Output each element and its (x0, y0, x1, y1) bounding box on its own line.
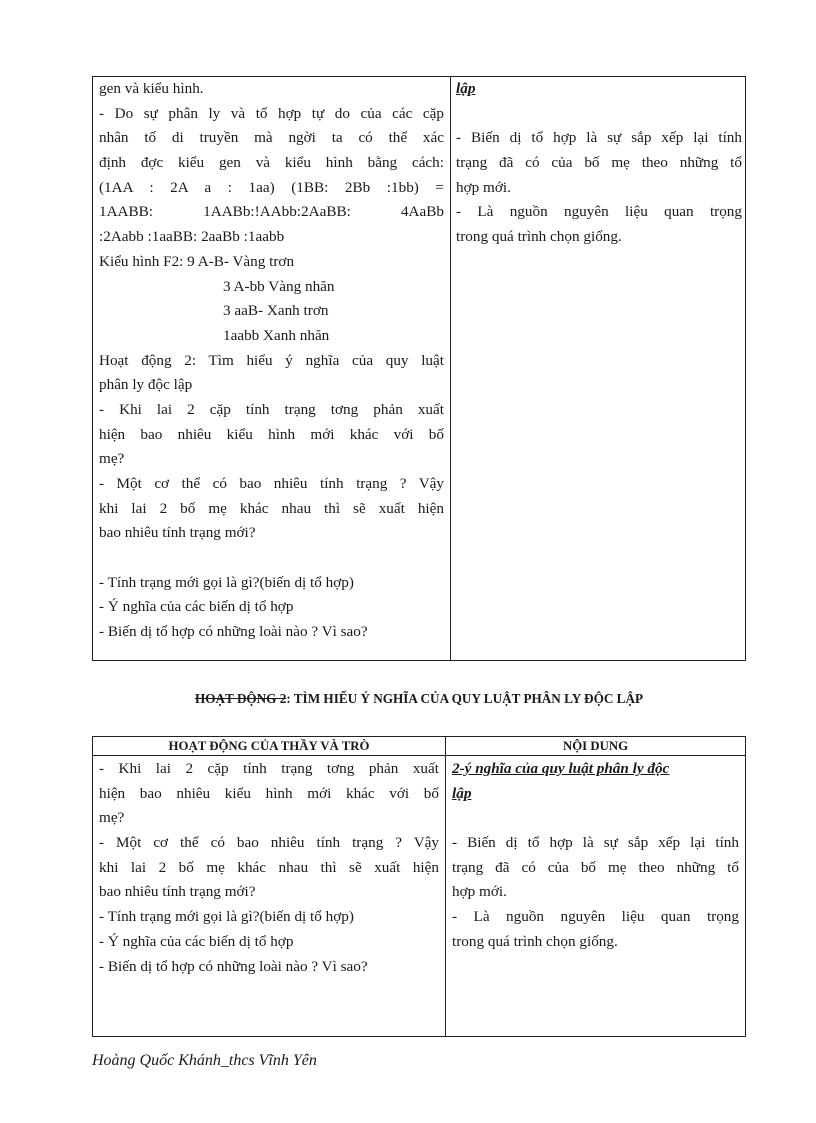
text-line: khi lai 2 bố mẹ khác nhau thì sẽ xuất hiện (99, 499, 444, 517)
teacher-student-activity-column (99, 77, 444, 645)
text-line: 3 aaB- Xanh trơn (223, 302, 329, 320)
text-line: 1aabb Xanh nhăn (223, 326, 330, 344)
content-heading: 2-ý nghĩa của quy luật phân ly độc (452, 760, 670, 777)
text-line: hiện bao nhiêu kiểu hình mới khác với bố (99, 425, 444, 443)
text-line: hợp mới. (456, 178, 511, 196)
text-line: - Một cơ thể có bao nhiêu tính trạng ? Vậy (99, 834, 439, 852)
text-line: nhân tố di truyền mà ngời ta có thể xác (99, 129, 444, 147)
text-line: mẹ? (99, 450, 125, 468)
text-line: - Biến dị tổ hợp là sự sắp xếp lại tính (452, 834, 739, 852)
column-divider (445, 737, 446, 1036)
lesson-activity-table (92, 736, 746, 1037)
text-line: - Là nguồn nguyên liệu quan trọng (452, 908, 739, 926)
text-line: - Khi lai 2 cặp tính trạng tơng phản xuất (99, 760, 439, 777)
text-line: định đợc kiểu gen và kiểu hình bằng cách: (99, 154, 444, 172)
text-line: - Ý nghĩa của các biến dị tổ hợp (99, 598, 294, 616)
text-line: 3 A-bb Vàng nhăn (223, 277, 335, 295)
text-line: hợp mới. (452, 883, 507, 901)
text-line: - Biến dị tổ hợp có những loài nào ? Vì sao? (99, 623, 368, 641)
text-line: trạng đã có của bố mẹ theo những tổ (456, 154, 742, 172)
text-line: - Một cơ thể có bao nhiêu tính trạng ? Vậy (99, 475, 444, 492)
text-line: mẹ? (99, 809, 125, 827)
text-line: (1AA : 2A a : 1aa) (1BB: 2Bb :1bb) = (99, 178, 444, 196)
content-heading-tail: lập (456, 80, 476, 97)
header-separator (93, 755, 745, 756)
continued-lesson-table (92, 76, 746, 661)
text-line: trạng đã có của bố mẹ theo những tổ (452, 858, 739, 876)
text-line: - Là nguồn nguyên liệu quan trọng (456, 203, 742, 221)
column-divider (450, 77, 451, 660)
section-heading-struck: HOẠT ĐỘNG 2 (194, 691, 287, 706)
page-footer: Hoàng Quốc Khánh_thcs Vĩnh Yên (92, 1052, 317, 1069)
text-line: Kiểu hình F2: 9 A-B- Vàng trơn (99, 252, 295, 270)
text-line: bao nhiêu tính trạng mới? (99, 524, 256, 542)
text-line: trong quá trình chọn giống. (456, 228, 622, 246)
text-line: trong quá trình chọn giống. (452, 932, 618, 950)
content-heading-tail: lập (452, 784, 472, 802)
content-column (452, 757, 739, 955)
text-line: phân ly độc lập (99, 376, 193, 394)
header-content: NỘI DUNG (562, 739, 629, 753)
text-line: - Biến dị tổ hợp có những loài nào ? Vì sao? (99, 957, 368, 975)
blank-line (99, 546, 444, 571)
blank-line (452, 806, 739, 831)
text-line: Hoạt động 2: Tìm hiểu ý nghĩa của quy luật (99, 351, 444, 369)
text-line: - Tính trạng mới gọi là gì?(biến dị tổ hợp) (99, 908, 354, 926)
blank-line (456, 102, 742, 127)
text-line: - Tính trạng mới gọi là gì?(biến dị tổ hợp) (99, 573, 354, 591)
header-activity: HOẠT ĐỘNG CỦA THẦY VÀ TRÒ (168, 739, 370, 753)
text-line: hiện bao nhiêu kiểu hình mới khác với bố (99, 784, 439, 802)
text-line: - Khi lai 2 cặp tính trạng tơng phản xuất (99, 400, 444, 418)
text-line: :2Aabb :1aaBB: 2aaBb :1aabb (99, 228, 285, 246)
section-heading-title: : TÌM HIỂU Ý NGHĨA CỦA QUY LUẬT PHÂN LY ĐỘC LẬP (286, 691, 644, 706)
section-heading (92, 690, 746, 708)
text-line: - Ý nghĩa của các biến dị tổ hợp (99, 932, 294, 950)
text-line: khi lai 2 bố mẹ khác nhau thì sẽ xuất hiện (99, 858, 439, 876)
text-line: bao nhiêu tính trạng mới? (99, 883, 256, 901)
text-line: gen và kiểu hình. (99, 80, 204, 97)
content-column (456, 77, 742, 250)
text-line: 1AABB: 1AABb:!AAbb:2AaBB: 4AaBb (99, 203, 444, 221)
teacher-student-activity-column (99, 757, 439, 979)
text-line: - Do sự phân ly và tổ hợp tự do của các cặp (99, 104, 444, 122)
text-line: - Biến dị tổ hợp là sự sắp xếp lại tính (456, 129, 742, 147)
